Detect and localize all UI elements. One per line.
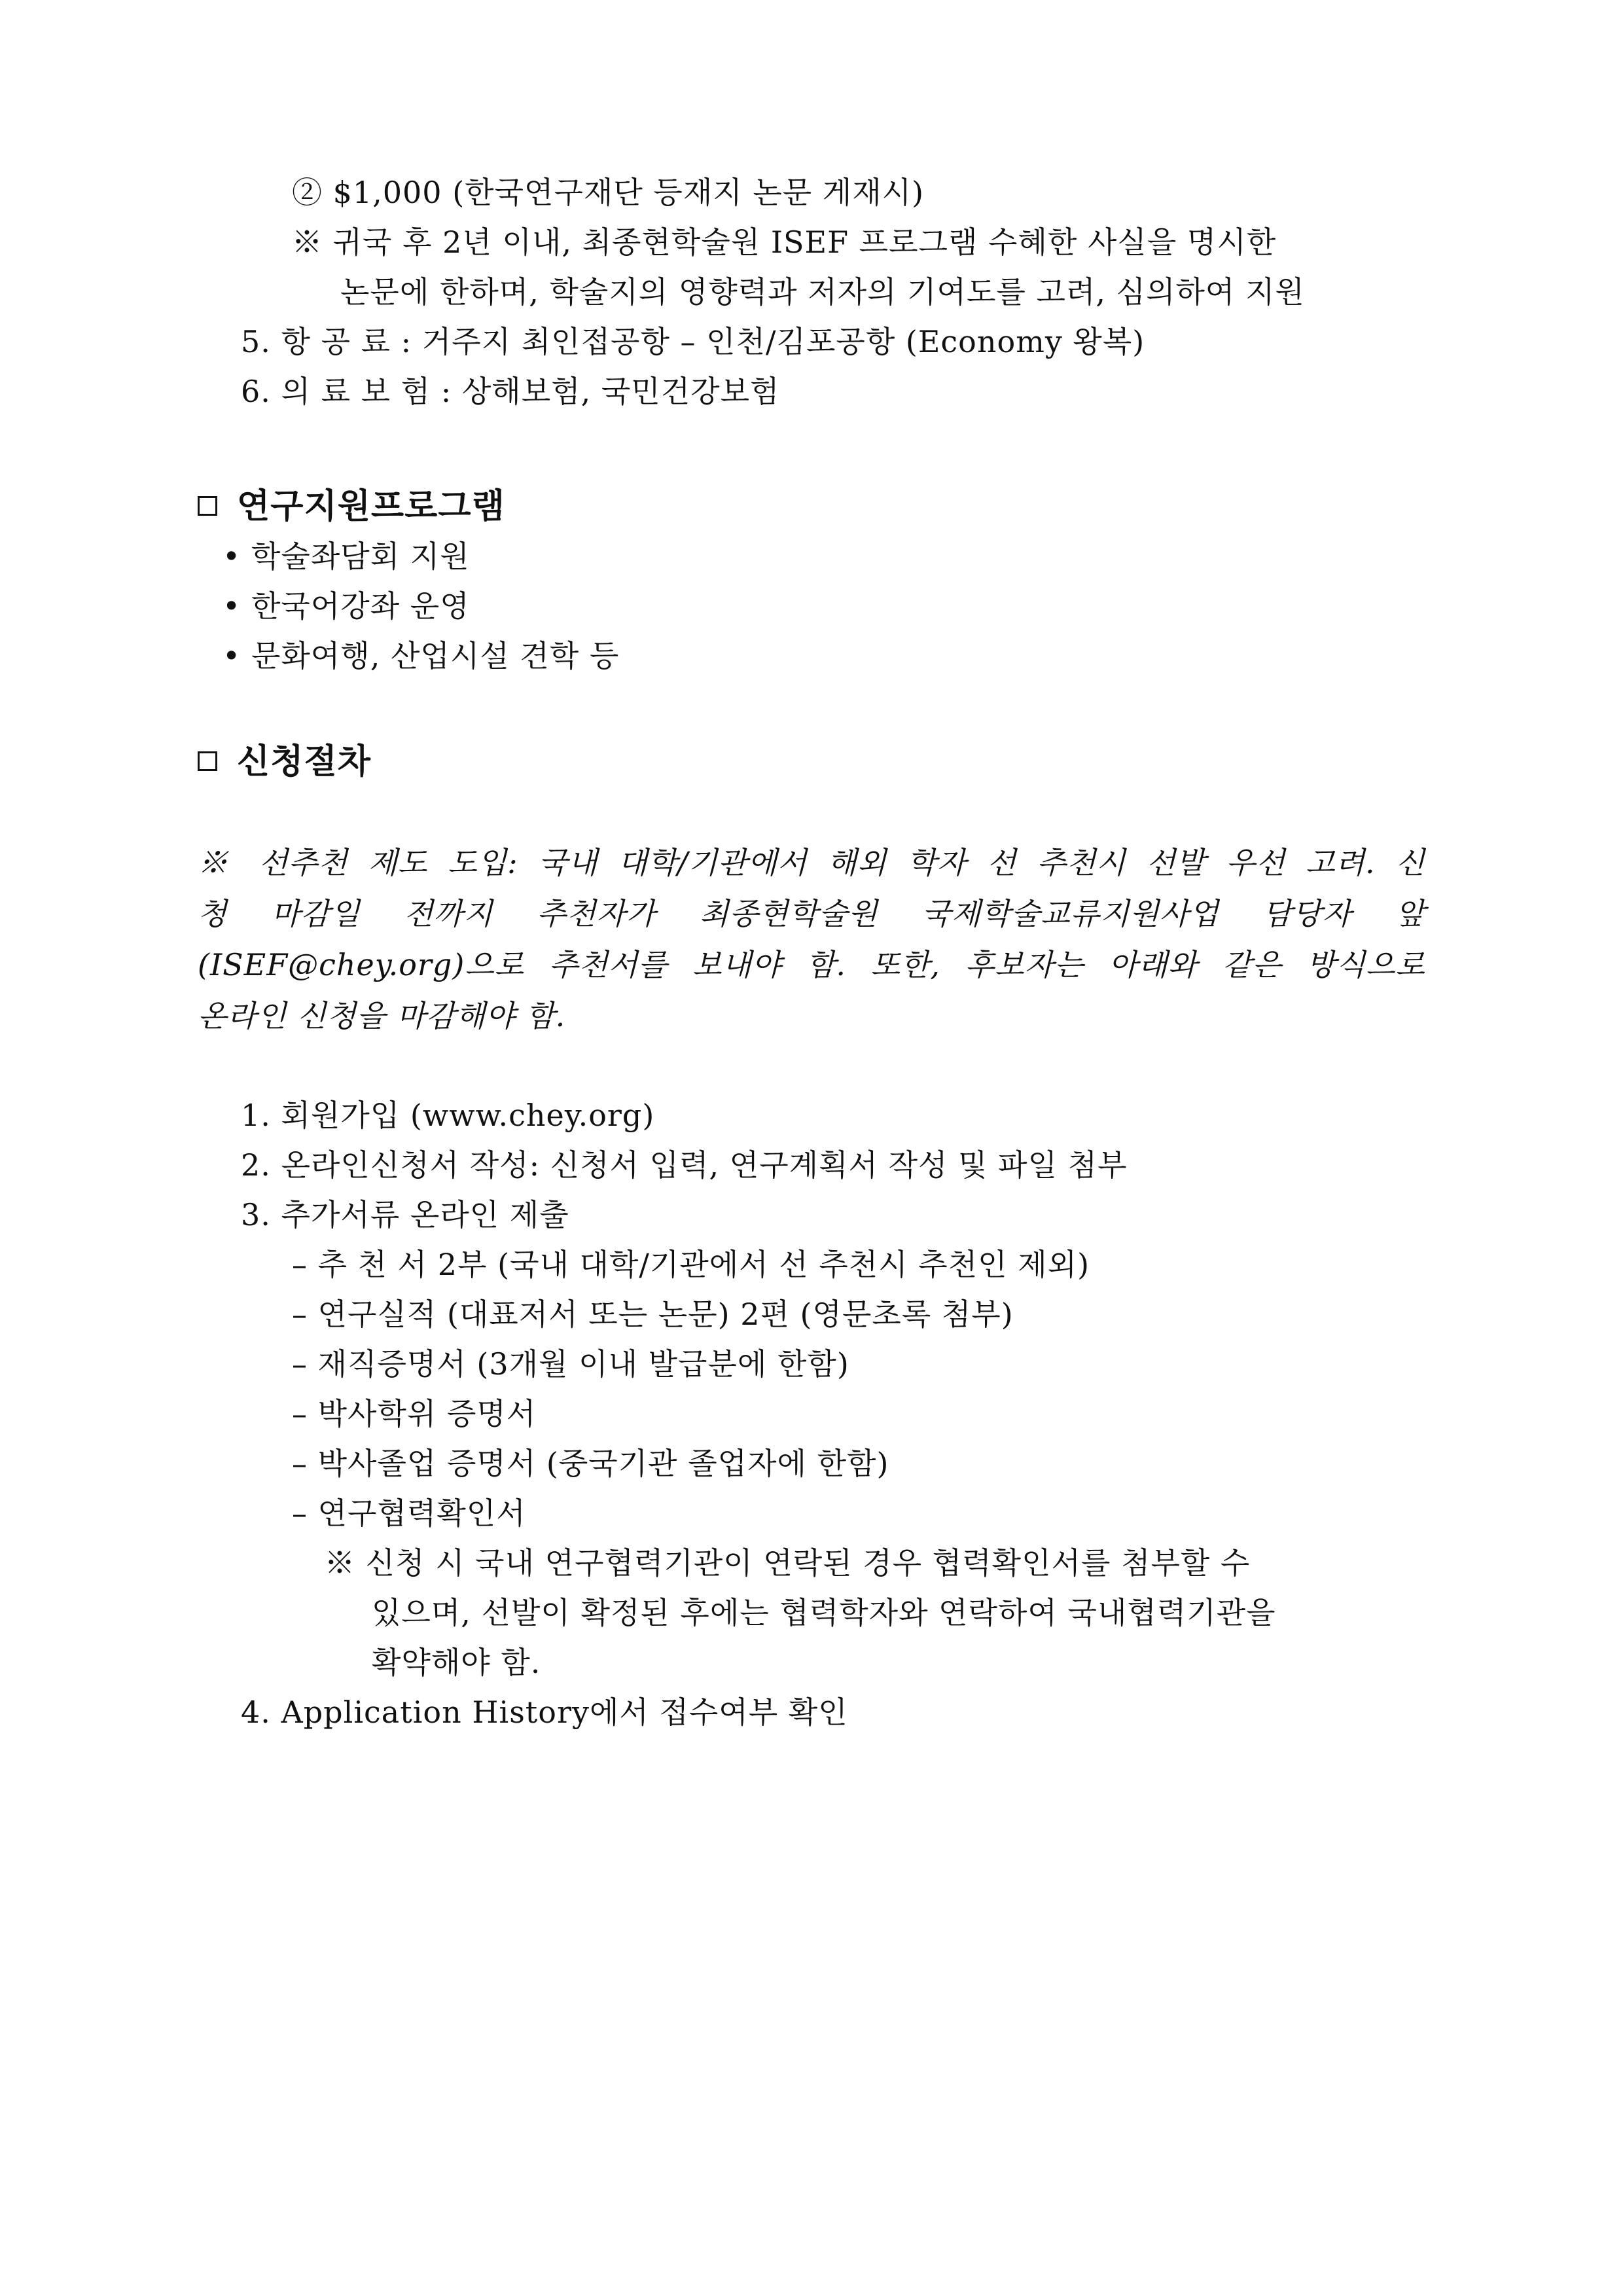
section-heading-text: 연구지원프로그램 <box>237 487 505 526</box>
step-3: 3. 추가서류 온라인 제출 <box>241 1197 569 1232</box>
stipend-note-line-2: 논문에 한하며, 학술지의 영향력과 저자의 기여도를 고려, 심의하여 지원 <box>340 274 1305 310</box>
cooperation-note-line-1: ※ 신청 시 국내 연구협력기관이 연락된 경우 협력확인서를 첨부할 수 <box>325 1545 1251 1581</box>
section-heading-research-program <box>198 487 505 526</box>
list-item <box>223 586 470 626</box>
document-item-phd-certificate: – 박사학위 증명서 <box>292 1396 537 1431</box>
document-item-recommendation: – 추 천 서 2부 (국내 대학/기관에서 선 추천시 추천인 제외) <box>292 1247 1090 1282</box>
list-item <box>223 537 470 576</box>
bullet-icon: • <box>223 638 241 673</box>
notice-line-1: ※ 선추천 제도 도입: 국내 대학/기관에서 해외 학자 선 추천시 선발 우선 고려. 신 <box>198 845 1425 880</box>
cooperation-note-line-2: 있으며, 선발이 확정된 후에는 협력학자와 연락하여 국내협력기관을 <box>372 1595 1276 1630</box>
step-2: 2. 온라인신청서 작성: 신청서 입력, 연구계획서 작성 및 파일 첨부 <box>241 1147 1128 1183</box>
document-item-research-record: – 연구실적 (대표저서 또는 논문) 2편 (영문초록 첨부) <box>292 1297 1014 1332</box>
section-heading-application <box>198 742 371 781</box>
bullet-icon: • <box>223 588 241 624</box>
notice-line-4: 온라인 신청을 마감해야 함. <box>198 998 566 1033</box>
checkbox-square-icon <box>198 751 217 771</box>
list-item-text: 학술좌담회 지원 <box>251 539 470 574</box>
stipend-note-line-1: ※ 귀국 후 2년 이내, 최종현학술원 ISEF 프로그램 수혜한 사실을 명시한 <box>292 224 1277 260</box>
document-item-cooperation-confirmation: – 연구협력확인서 <box>292 1496 526 1531</box>
cooperation-note-line-3: 확약해야 함. <box>372 1645 541 1680</box>
list-item <box>223 636 619 675</box>
document-item-employment-certificate: – 재직증명서 (3개월 이내 발급분에 한함) <box>292 1346 849 1382</box>
benefit-item-airfare: 5. 항 공 료 : 거주지 최인접공항 – 인천/김포공항 (Economy 왕복) <box>241 324 1145 359</box>
checkbox-square-icon <box>198 496 217 516</box>
benefit-item-insurance: 6. 의 료 보 험 : 상해보험, 국민건강보험 <box>241 374 780 409</box>
step-1: 1. 회원가입 (www.chey.org) <box>241 1098 655 1133</box>
stipend-item-2: ② $1,000 (한국연구재단 등재지 논문 게재시) <box>292 175 925 210</box>
notice-line-3: (ISEF@chey.org)으로 추천서를 보내야 함. 또한, 후보자는 아래와 같은 방식으로 <box>198 947 1425 982</box>
list-item-text: 한국어강좌 운영 <box>251 588 470 624</box>
document-item-graduation-certificate: – 박사졸업 증명서 (중국기관 졸업자에 한함) <box>292 1446 889 1481</box>
section-heading-text: 신청절차 <box>237 742 371 781</box>
bullet-icon: • <box>223 539 241 574</box>
step-4: 4. Application History에서 접수여부 확인 <box>241 1695 848 1730</box>
list-item-text: 문화여행, 산업시설 견학 등 <box>251 638 620 673</box>
notice-line-2: 청 마감일 전까지 추천자가 최종현학술원 국제학술교류지원사업 담당자 앞 <box>198 896 1425 931</box>
